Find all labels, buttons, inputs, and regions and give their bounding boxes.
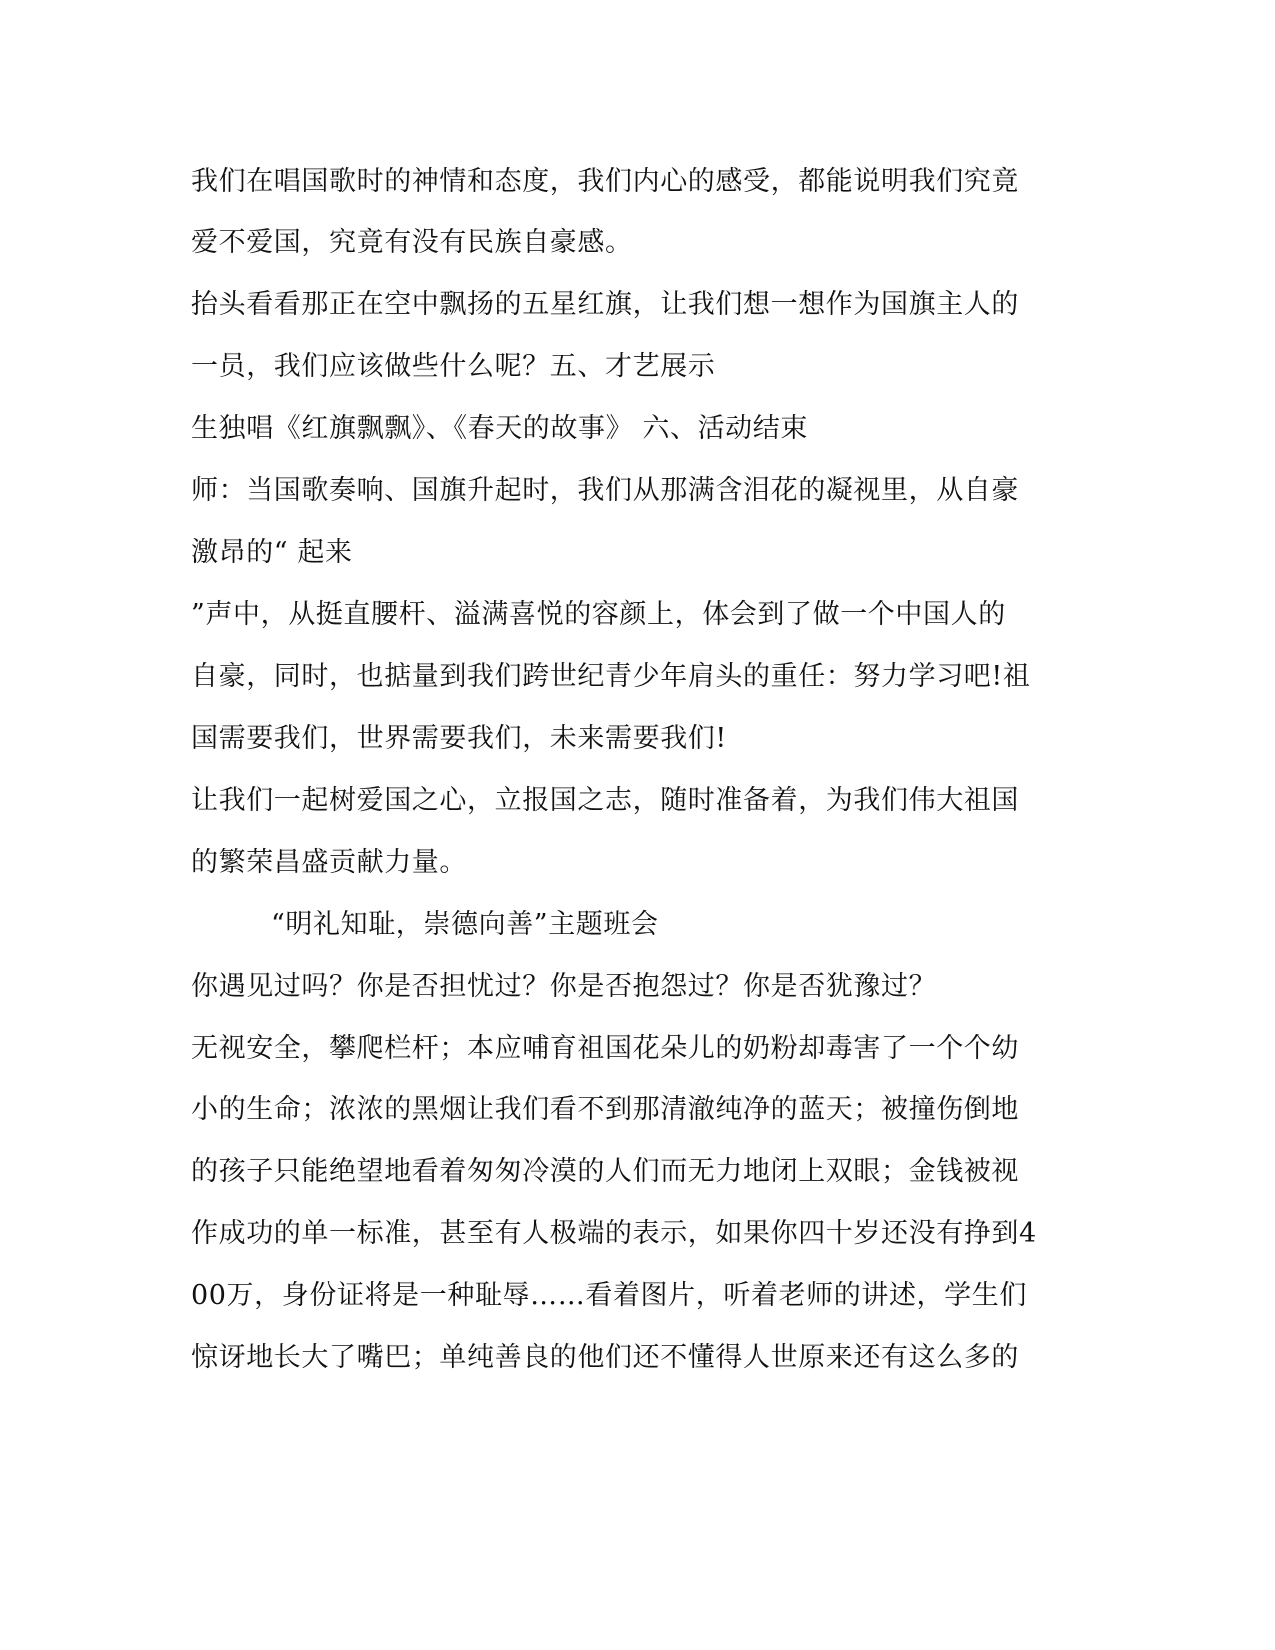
text-line: 师：当国歌奏响、国旗升起时，我们从那满含泪花的凝视里，从自豪 — [191, 475, 1019, 506]
text-line: 爱不爱国，究竟有没有民族自豪感。 — [191, 227, 633, 258]
section-heading: “明礼知耻，崇德向善”主题班会 — [271, 909, 659, 940]
text-line: 作成功的单一标准，甚至有人极端的表示，如果你四十岁还没有挣到4 — [191, 1218, 1037, 1249]
text-line: ”声中，从挺直腰杆、溢满喜悦的容颜上，体会到了做一个中国人的 — [191, 599, 1006, 630]
text-line: 小的生命；浓浓的黑烟让我们看不到那清澈纯净的蓝天；被撞伤倒地 — [191, 1094, 1019, 1125]
text-line: 抬头看看那正在空中飘扬的五星红旗，让我们想一想作为国旗主人的 — [191, 289, 1019, 320]
text-line: 我们在唱国歌时的神情和态度，我们内心的感受，都能说明我们究竟 — [191, 166, 1019, 197]
text-line: 让我们一起树爱国之心，立报国之志，随时准备着，为我们伟大祖国 — [191, 785, 1019, 816]
text-line: 的孩子只能绝望地看着匆匆冷漠的人们而无力地闭上双眼；金钱被视 — [191, 1156, 1019, 1187]
text-line: 00万，身份证将是一种耻辱……看着图片，听着老师的讲述，学生们 — [191, 1280, 1027, 1311]
text-line: 自豪，同时，也掂量到我们跨世纪青少年肩头的重任：努力学习吧!祖 — [191, 661, 1031, 692]
text-line: 惊讶地长大了嘴巴；单纯善良的他们还不懂得人世原来还有这么多的 — [191, 1342, 1019, 1373]
text-line: 你遇见过吗？你是否担忧过？你是否抱怨过？你是否犹豫过？ — [191, 971, 937, 1002]
text-line: 国需要我们，世界需要我们，未来需要我们! — [191, 723, 727, 754]
text-line: 激昂的“ 起来 — [191, 537, 353, 568]
text-line: 无视安全，攀爬栏杆；本应哺育祖国花朵儿的奶粉却毒害了一个个幼 — [191, 1033, 1019, 1064]
text-line: 的繁荣昌盛贡献力量。 — [191, 847, 467, 878]
text-line: 一员，我们应该做些什么呢？五、才艺展示 — [191, 351, 716, 382]
text-line: 生独唱《红旗飘飘》、《春天的故事》 六、活动结束 — [191, 413, 808, 444]
